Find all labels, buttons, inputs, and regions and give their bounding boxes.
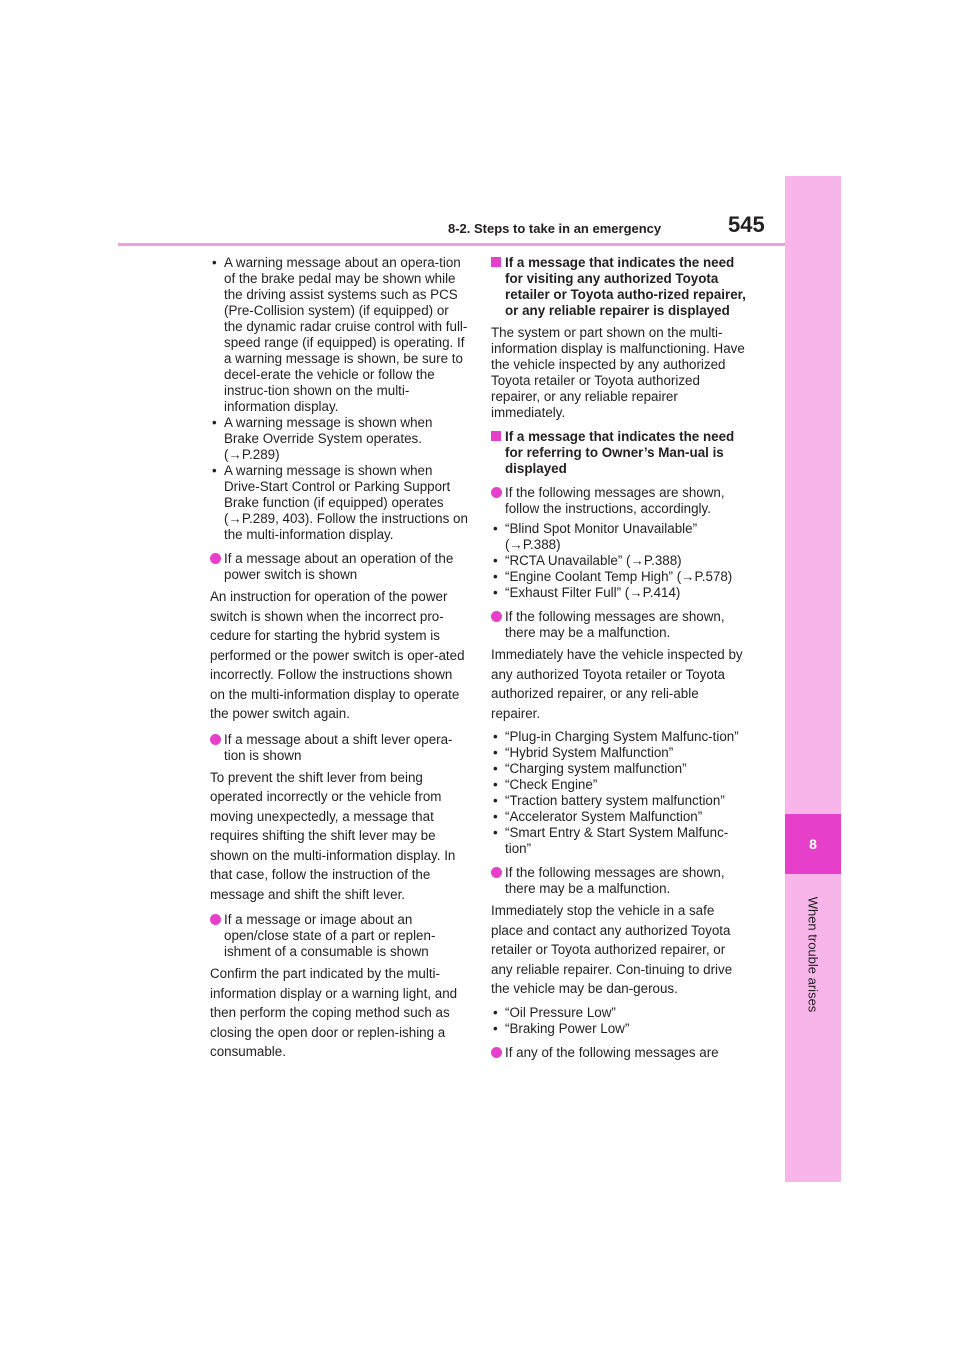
list-item: • A warning message is shown when Brake Override System operates. (→P.289) (210, 415, 468, 463)
list-item: • “RCTA Unavailable” (→P.388) (491, 553, 749, 569)
list-item: • “Smart Entry & Start System Malfunc-tion” (491, 825, 749, 857)
chapter-title: When trouble arises (805, 896, 821, 1012)
list-item: • “Exhaust Filter Full” (→P.414) (491, 585, 749, 601)
paragraph: Immediately stop the vehicle in a safe place and contact any authorized Toyota retailer or Toyota authorized repairer, or any reliable repairer. Con-tinuing to drive the vehicle may be dan-gerous. (491, 903, 733, 996)
circle-bullet-icon (491, 487, 502, 498)
square-bullet-icon (491, 257, 501, 267)
list-item: • “Oil Pressure Low” (491, 1005, 749, 1021)
section-title: 8-2. Steps to take in an emergency (448, 221, 662, 236)
list-item: • A warning message about an opera-tion of the brake pedal may be shown while the driving assist systems such as PCS (Pre-Collision system) (if equipped) or the dynamic radar cruise control with full-speed range (if equipped) is operating. If a warning message is shown, be sure to decel-erate the vehicle or follow the instruc-tion shown on the multi-information display. (210, 255, 468, 415)
paragraph: To prevent the shift lever from being operated incorrectly or the vehicle from moving unexpectedly, a message that requires shifting the shift lever may be shown on the multi-information display. In that case, follow the instruction of the message and shift the shift lever. (210, 769, 456, 902)
subheading: If a message or image about an open/close state of a part or replen-ishment of a consumable is shown (210, 912, 468, 960)
circle-bullet-icon (210, 553, 221, 564)
section-heading: If a message that indicates the need for referring to Owner’s Man-ual is displayed (491, 429, 749, 477)
circle-bullet-icon (491, 867, 502, 878)
chapter-side-tab (785, 176, 841, 1182)
page-number: 545 (728, 212, 765, 237)
chapter-title-container (785, 884, 841, 1024)
list-item: • “Braking Power Low” (491, 1021, 749, 1037)
chapter-number: 8 (785, 814, 841, 874)
list-item: • “Accelerator System Malfunction” (491, 809, 749, 825)
circle-bullet-icon (210, 734, 221, 745)
subheading: If a message about a shift lever opera-tion is shown (210, 732, 468, 764)
left-column (210, 255, 468, 1068)
section-heading: If a message that indicates the need for visiting any authorized Toyota retailer or Toyota autho-rized repairer, or any reliable repairer is displayed (491, 255, 749, 319)
subheading: If a message about an operation of the power switch is shown (210, 551, 468, 583)
square-bullet-icon (491, 431, 501, 441)
list-item: • “Blind Spot Monitor Unavailable” (→P.388) (491, 521, 749, 553)
list-item: • “Check Engine” (491, 777, 749, 793)
circle-bullet-icon (210, 914, 221, 925)
paragraph: Immediately have the vehicle inspected by any authorized Toyota retailer or Toyota authorized repairer, or any reli-able repairer. (491, 647, 743, 721)
subheading: If the following messages are shown, there may be a malfunction. (491, 865, 749, 897)
list-item: • “Hybrid System Malfunction” (491, 745, 749, 761)
list-item: • “Traction battery system malfunction” (491, 793, 749, 809)
subheading: If any of the following messages are (491, 1045, 749, 1061)
list-item: • A warning message is shown when Drive-Start Control or Parking Support Brake function (if equipped) operates (→P.289, 403). Follow the instructions on the multi-information display. (210, 463, 468, 543)
list-item: • “Engine Coolant Temp High” (→P.578) (491, 569, 749, 585)
right-column (491, 255, 749, 1065)
paragraph: An instruction for operation of the power switch is shown when the incorrect pro-cedure for starting the hybrid system is performed or the power switch is oper-ated incorrectly. Follow the instructions shown on the multi-information display to operate the power switch again. (210, 589, 465, 721)
circle-bullet-icon (491, 611, 502, 622)
paragraph: The system or part shown on the multi-information display is malfunctioning. Have the vehicle inspected by any authorized Toyota retailer or Toyota authorized repairer, or any reliable repairer immediately. (491, 325, 745, 420)
subheading: If the following messages are shown, there may be a malfunction. (491, 609, 749, 641)
list-item: • “Plug-in Charging System Malfunc-tion” (491, 729, 749, 745)
subheading: If the following messages are shown, follow the instructions, accordingly. (491, 485, 749, 517)
list-item: • “Charging system malfunction” (491, 761, 749, 777)
circle-bullet-icon (491, 1047, 502, 1058)
header-rule (118, 243, 785, 246)
paragraph: Confirm the part indicated by the multi-information display or a warning light, and then perform the coping method such as closing the open door or replen-ishing a consumable. (210, 966, 458, 1059)
